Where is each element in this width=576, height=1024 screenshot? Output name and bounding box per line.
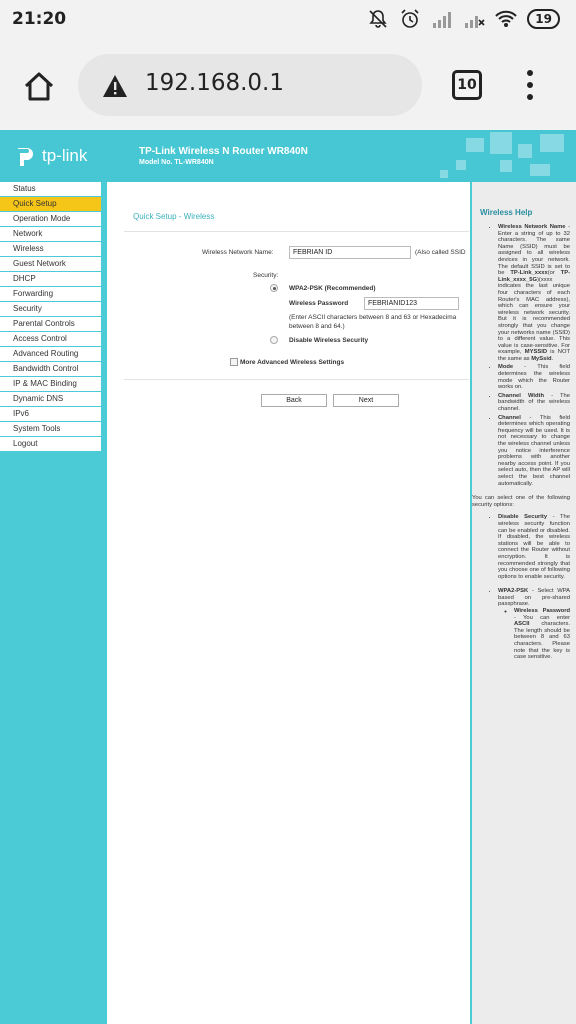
sidebar-item-advanced-routing[interactable]: Advanced Routing [0,347,101,362]
sidebar-menu [0,182,102,452]
sidebar-item-status[interactable]: Status [0,182,101,197]
next-button[interactable]: Next [333,394,399,407]
password-input[interactable]: FEBRIANID123 [364,297,459,310]
signal-no-sim-icon [463,8,485,30]
battery-indicator: 19 [527,9,560,29]
ssid-note: (Also called SSID [415,249,466,256]
sidebar-item-bandwidth-control[interactable]: Bandwidth Control [0,362,101,377]
sidebar-item-wireless[interactable]: Wireless [0,242,101,257]
alarm-icon [399,8,421,30]
network-name-label: Wireless Network Name: [202,249,274,256]
help-item-mode: • Mode - This field determines the wireless mode which the Router works on. [498,364,570,390]
tab-switcher-button[interactable]: 10 [452,70,482,100]
help-item-network-name: • Wireless Network Name - Enter a string of up to 32 characters. The same Name (SSID) must be assigned to all wireless devices in your network. The default SSID is set to be TP-Link_xxxx(or TP-Link_xxxx_5G)(xxxx indicates the last unique four characters of each Router's MAC address), which can ensure your wireless network security. But it is recommended strongly that you change your networks name (SSID) to a different value. This value is case-sensitive. For example, MYSSID is NOT the same as MySsid. [498,224,570,362]
help-subitem-password: ◦ Wireless Password - You can enter ASCII characters. The length should be between 8 and 63 characters. Please note that the key is case sensitive. [514,608,570,661]
sidebar-item-operation-mode[interactable]: Operation Mode [0,212,101,227]
network-name-input[interactable]: FEBRIAN ID [289,246,411,259]
router-admin-page [0,130,576,1024]
help-item-wpa2: • WPA2-PSK - Select WPA based on pre-shared passphrase. ◦ Wireless Password - You can enter ASCII characters. The length should be between 8 and 63 characters. Please note that the key is case sensitive. [498,588,570,661]
password-label: Wireless Password [289,300,349,307]
sidebar-item-forwarding[interactable]: Forwarding [0,287,101,302]
wpa2-option-label[interactable]: WPA2-PSK (Recommended) [289,285,376,292]
address-bar[interactable] [78,54,422,116]
router-header [0,130,576,182]
quick-setup-panel [107,182,470,1024]
signal-icon [431,8,453,30]
status-icons [367,8,560,30]
url-text[interactable]: 192.168.0.1 [145,70,284,96]
router-title: TP-Link Wireless N Router WR840N [139,146,308,157]
password-hint-line1: (Enter ASCII characters between 8 and 63 or Hexadecima [289,314,457,321]
disable-security-radio[interactable] [270,336,278,344]
sidebar-item-access-control[interactable]: Access Control [0,332,101,347]
security-label: Security: [253,272,279,279]
sidebar-item-ip-mac-binding[interactable]: IP & MAC Binding [0,377,101,392]
sidebar-item-security[interactable]: Security [0,302,101,317]
sidebar-item-parental-controls[interactable]: Parental Controls [0,317,101,332]
help-security-intro: You can select one of the following security options: [472,495,570,508]
sidebar-item-logout[interactable]: Logout [0,437,101,452]
disable-security-label[interactable]: Disable Wireless Security [289,337,369,344]
mute-bell-icon [367,8,389,30]
back-button[interactable]: Back [261,394,327,407]
clock: 21:20 [12,9,67,29]
help-text [472,224,571,663]
help-item-channel: • Channel - This field determines which operating frequency will be used. It is not necessary to change the wireless channel unless you notice interference problems with another nearby access point. If you select auto, then the AP will select the best channel automatically. [498,415,570,488]
divider [124,231,469,232]
warning-icon[interactable] [102,74,128,98]
advanced-settings-label[interactable]: More Advanced Wireless Settings [240,359,345,366]
router-model: Model No. TL-WR840N [139,159,214,166]
help-panel [472,182,576,1024]
sidebar-item-ipv6[interactable]: IPv6 [0,407,101,422]
wifi-icon [495,8,517,30]
sidebar-item-system-tools[interactable]: System Tools [0,422,101,437]
advanced-settings-checkbox[interactable] [230,358,238,366]
tp-link-logo-icon [14,144,38,168]
help-item-channel-width: • Channel Width - The bandwidth of the wireless channel. [498,393,570,413]
home-icon[interactable] [22,70,56,104]
sidebar-item-dhcp[interactable]: DHCP [0,272,101,287]
sidebar-item-dynamic-dns[interactable]: Dynamic DNS [0,392,101,407]
wpa2-radio[interactable] [270,284,278,292]
sidebar-item-network[interactable]: Network [0,227,101,242]
password-hint-line2: between 8 and 64.) [289,323,345,330]
help-title: Wireless Help [480,208,533,217]
sidebar-item-quick-setup[interactable]: Quick Setup [0,197,101,212]
section-title: Quick Setup - Wireless [133,212,215,221]
tp-link-logo: tp-link [14,144,87,168]
help-item-disable-security: • Disable Security - The wireless security function can be enabled or disabled. If disabled, the wireless stations will be able to connect the Router without encryption. It is recommended strongly that you choose one of following options to enable security. [498,514,570,580]
divider [124,379,469,380]
overflow-menu-icon[interactable] [524,70,536,102]
sidebar-item-guest-network[interactable]: Guest Network [0,257,101,272]
status-bar [0,0,576,40]
browser-toolbar [0,40,576,130]
